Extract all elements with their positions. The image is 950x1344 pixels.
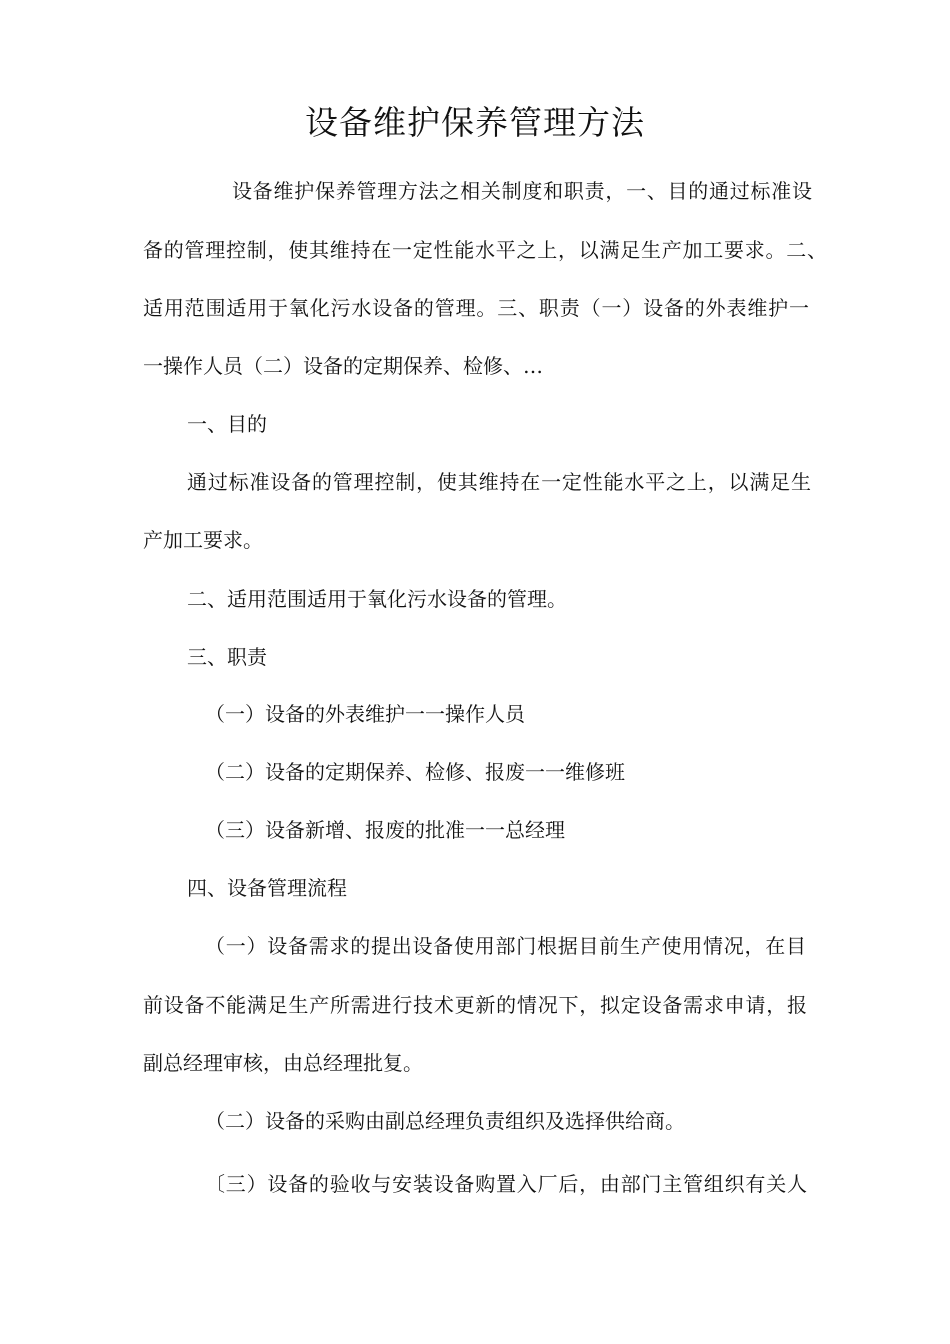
section4-item1-line-3: 副总经理审核，由总经理批复。	[143, 1051, 423, 1075]
intro-line-1: 设备维护保养管理方法之相关制度和职责，一、目的通过标准设	[232, 179, 812, 203]
section3-item-3: （三）设备新增、报废的批准一一总经理	[205, 818, 565, 842]
section1-heading: 一、目的	[187, 412, 267, 436]
section4-item1-line-1: （一）设备需求的提出设备使用部门根据目前生产使用情况，在目	[205, 934, 806, 958]
section1-body-line-1: 通过标准设备的管理控制，使其维持在一定性能水平之上，以满足生	[187, 470, 811, 494]
intro-line-3: 适用范围适用于氧化污水设备的管理。三、职责（一）设备的外表维护一	[143, 296, 809, 320]
section3-item-1: （一）设备的外表维护一一操作人员	[205, 702, 525, 726]
section3-item-2: （二）设备的定期保养、检修、报废一一维修班	[205, 760, 625, 784]
section2-heading: 二、适用范围适用于氧化污水设备的管理。	[187, 587, 567, 611]
section4-item1-line-2: 前设备不能满足生产所需进行技术更新的情况下，拟定设备需求申请，报	[143, 993, 807, 1017]
document-title: 设备维护保养管理方法	[305, 103, 645, 142]
section4-item3: 〔三）设备的验收与安装设备购置入厂后，由部门主管组织有关人	[205, 1172, 807, 1196]
section1-body-line-2: 产加工要求。	[143, 528, 263, 552]
section3-heading: 三、职责	[187, 645, 267, 669]
section4-item2: （二）设备的采购由副总经理负责组织及选择供给商。	[205, 1109, 685, 1133]
intro-line-4: 一操作人员（二）设备的定期保养、检修、…	[143, 354, 543, 378]
section4-heading: 四、设备管理流程	[187, 876, 347, 900]
intro-line-2: 备的管理控制，使其维持在一定性能水平之上，以满足生产加工要求。二、	[143, 238, 827, 262]
